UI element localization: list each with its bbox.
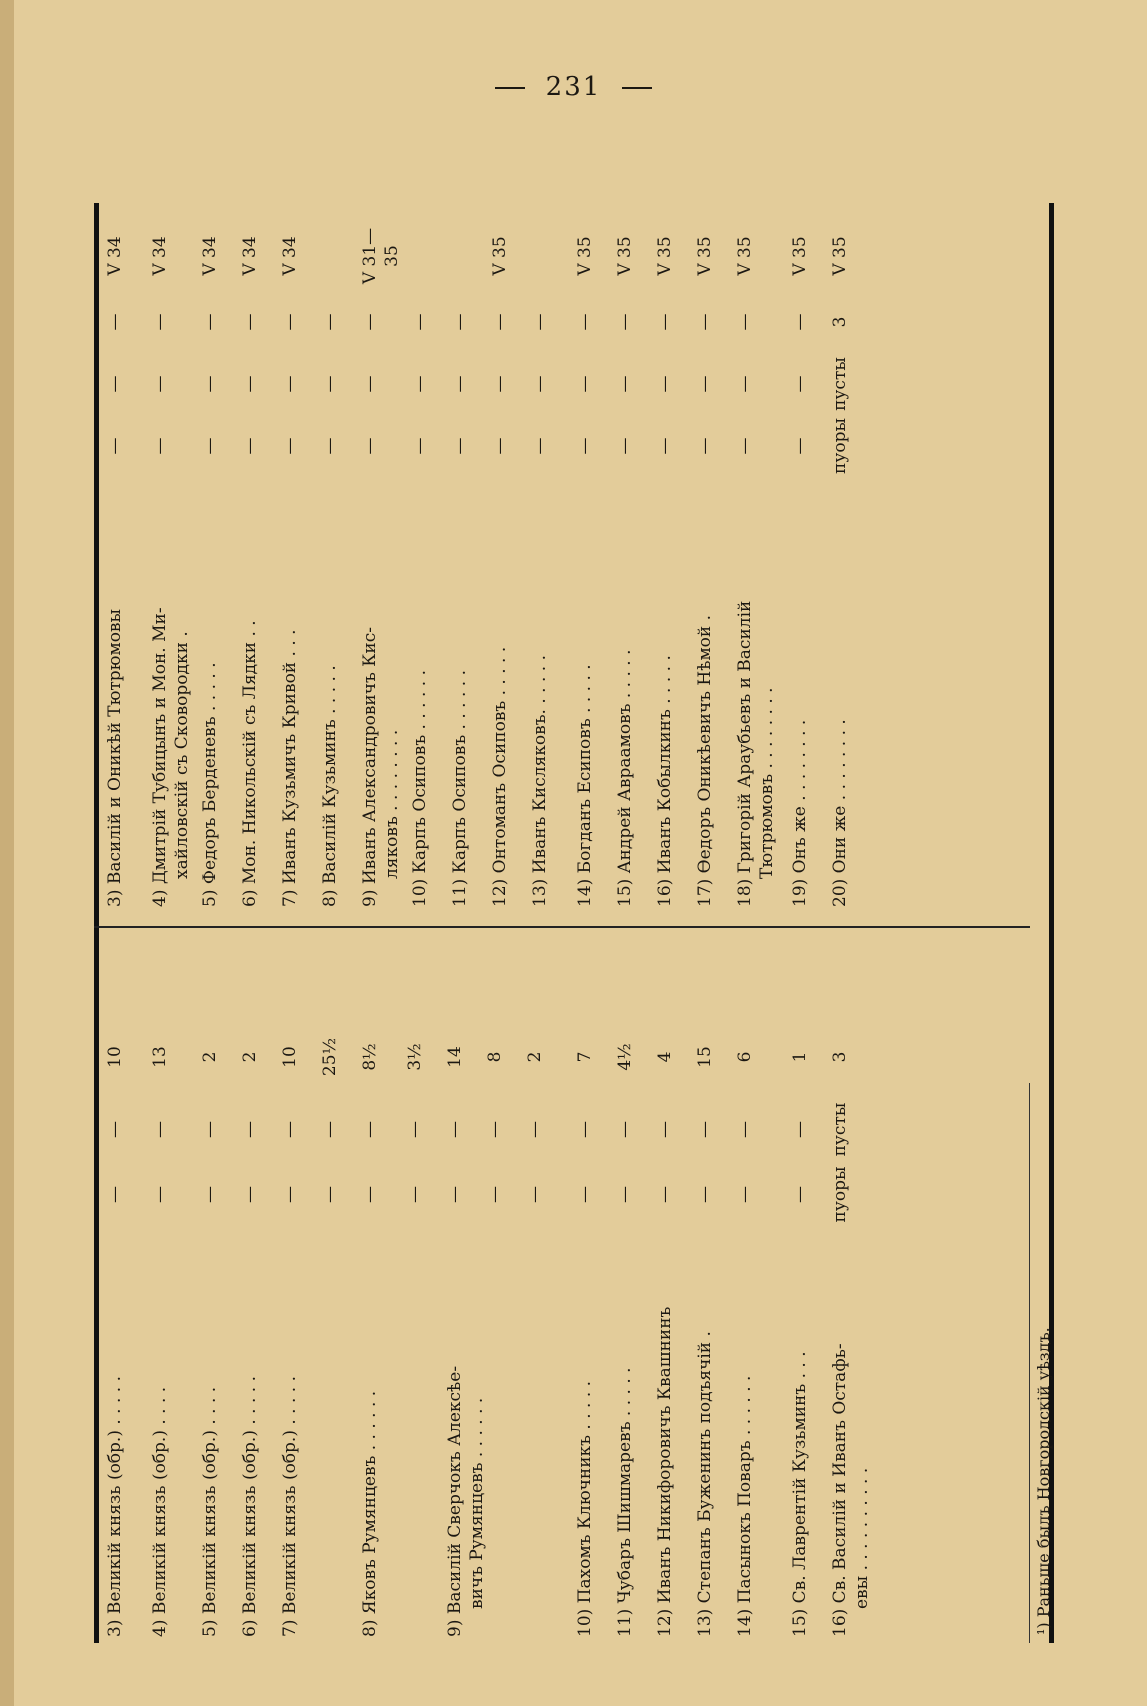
cell-c2: — — [615, 375, 635, 393]
entry-name-text: 12) Онтоманъ Осиповъ . . . . . — [490, 646, 510, 907]
cell-c1: пуоры — [830, 1166, 850, 1223]
table-row — [489, 203, 511, 913]
cell-c2: — — [735, 375, 755, 393]
entry-name-text: 10) Карпъ Осиповъ . . . . . . — [410, 670, 430, 907]
entry-name — [654, 1227, 676, 1643]
cell-c2: — — [320, 375, 340, 393]
entry-name-text: 4) Великій князь (обр.) . . . . — [150, 1386, 170, 1637]
cell-c4: V 35 — [655, 236, 675, 276]
table-row — [279, 203, 301, 913]
cell-c2: — — [655, 375, 675, 393]
entry-name — [829, 1227, 873, 1643]
table-row — [359, 203, 403, 913]
cell-c3: 25½ — [320, 1037, 340, 1077]
cell-c3: — — [200, 313, 220, 331]
cell-c2: — — [530, 375, 550, 393]
table-row — [484, 928, 506, 1643]
cell-c3: — — [240, 313, 260, 331]
entry-name-text: 6) Великій князь (обр.) . . . . . — [240, 1375, 260, 1637]
table-row — [829, 928, 873, 1643]
entry-name — [279, 477, 301, 913]
cell-c2: — — [150, 375, 170, 393]
cell-c1: — — [695, 1186, 715, 1203]
entry-name-text: 6) Мон. Никольскій съ Лядки . . — [240, 620, 260, 907]
cell-c3: 2 — [200, 1051, 220, 1063]
entry-name-text: 17) Ѳедоръ Оникѣевичъ Нѣмой . — [695, 614, 715, 907]
entry-name-continuation: хайловскій съ Сковородки . — [172, 631, 192, 879]
right-half — [104, 203, 1014, 913]
cell-c1: — — [790, 1186, 810, 1203]
table-row — [654, 203, 676, 913]
page-number-value: 231 — [545, 72, 602, 102]
entry-name — [199, 477, 221, 913]
cell-c3: — — [320, 313, 340, 331]
entry-name — [104, 477, 126, 913]
cell-c3: — — [530, 313, 550, 331]
entry-name-continuation: ляковъ . . . . . . . . — [382, 729, 402, 879]
table-row — [149, 928, 171, 1643]
cell-c3: — — [790, 313, 810, 331]
cell-c1: — — [150, 1186, 170, 1203]
entry-name-text: 20) Они же . . . . . . . . — [830, 719, 850, 907]
entry-name — [239, 1227, 261, 1643]
cell-c4: V 34 — [200, 236, 220, 276]
entry-name-text: 15) Св. Лаврентій Кузьминъ . . . — [790, 1351, 810, 1637]
cell-c2: — — [490, 375, 510, 393]
table-row — [694, 203, 716, 913]
cell-c3: — — [150, 313, 170, 331]
cell-c2: — — [615, 1121, 635, 1138]
entry-name — [614, 477, 636, 913]
entry-name-text: 9) Иванъ Александровичъ Кис- — [360, 627, 380, 907]
cell-c1: — — [525, 1186, 545, 1203]
cell-c1: — — [410, 437, 430, 455]
cell-c3: — — [410, 313, 430, 331]
entry-name — [614, 1227, 636, 1643]
cell-c3: 13 — [150, 1046, 170, 1068]
entry-name — [149, 477, 193, 913]
dash-left — [495, 87, 525, 89]
cell-c2: — — [280, 375, 300, 393]
entry-name — [734, 477, 778, 913]
rule-top — [94, 203, 99, 1643]
cell-c2: — — [575, 375, 595, 393]
entry-name — [149, 1227, 171, 1643]
cell-c1: — — [485, 1186, 505, 1203]
rule-footnote — [1029, 1083, 1030, 1643]
cell-c2: — — [695, 375, 715, 393]
entry-name-text: 9) Василій Сверчокъ Алексѣе- — [445, 1365, 465, 1637]
entry-name-text: 13) Степанъ Буженинъ подъячій . — [695, 1331, 715, 1637]
entry-name-text: 11) Карпъ Осиповъ . . . . . . — [450, 670, 470, 907]
table-row — [734, 203, 778, 913]
page-edge — [0, 0, 14, 1706]
cell-c4: V 31—35 — [360, 227, 402, 285]
cell-c2: — — [445, 1121, 465, 1138]
cell-c3: — — [695, 313, 715, 331]
entry-name — [789, 1227, 811, 1643]
cell-c4: V 35 — [735, 236, 755, 276]
cell-c2: пусты — [830, 357, 850, 411]
table-row — [449, 203, 471, 913]
cell-c1: — — [150, 437, 170, 455]
cell-c3: — — [615, 313, 635, 331]
entry-name — [239, 477, 261, 913]
page-number — [0, 72, 1147, 102]
cell-c2: — — [790, 375, 810, 393]
entry-name-continuation: вичъ Румянцевъ . . . . . . — [467, 1397, 487, 1609]
cell-c4: V 35 — [575, 236, 595, 276]
cell-c3: 7 — [575, 1051, 595, 1063]
cell-c1: — — [240, 437, 260, 455]
cell-c1: — — [575, 437, 595, 455]
cell-c1: — — [735, 1186, 755, 1203]
cell-c1: — — [735, 437, 755, 455]
cell-c2: — — [735, 1121, 755, 1138]
cell-c1: — — [405, 1186, 425, 1203]
cell-c2: — — [655, 1121, 675, 1138]
cell-c3: 8½ — [360, 1043, 380, 1071]
cell-c1: — — [655, 1186, 675, 1203]
cell-c3: — — [575, 313, 595, 331]
table-row — [614, 203, 636, 913]
cell-c1: — — [655, 437, 675, 455]
entry-name — [444, 1227, 488, 1643]
table-row — [149, 203, 193, 913]
entry-name-text: 7) Великій князь (обр.) . . . . . — [280, 1375, 300, 1637]
entry-name-text: 8) Василій Кузьминъ . . . . . — [320, 665, 340, 907]
entry-name — [279, 1227, 301, 1643]
table-row — [529, 203, 551, 913]
entry-name — [199, 1227, 221, 1643]
cell-c2: — — [280, 1121, 300, 1138]
cell-c1: — — [790, 437, 810, 455]
entry-name-text: 5) Федоръ Берденевъ . . . . . — [200, 662, 220, 907]
footnote: ¹) Раньше былъ Новгородскій уѣздъ. — [1034, 1327, 1053, 1635]
cell-c1: — — [615, 437, 635, 455]
table-row — [409, 203, 431, 913]
entry-name-text: 13) Иванъ Кисляковъ. . . . . . — [530, 655, 550, 907]
cell-c4: V 35 — [615, 236, 635, 276]
cell-c3: 10 — [105, 1046, 125, 1068]
cell-c2: — — [525, 1121, 545, 1138]
cell-c3: 6 — [735, 1051, 755, 1063]
cell-c2: — — [200, 375, 220, 393]
table-frame — [94, 203, 1054, 1643]
cell-c3: — — [735, 313, 755, 331]
cell-c1: — — [200, 437, 220, 455]
table-row — [789, 203, 811, 913]
table-row — [279, 928, 301, 1643]
entry-name — [574, 477, 596, 913]
cell-c2: — — [485, 1121, 505, 1138]
entry-name — [529, 477, 551, 913]
table-row — [789, 928, 811, 1643]
entry-name-text: 16) Иванъ Кобылкинъ . . . . . — [655, 655, 675, 907]
cell-c1: — — [320, 1186, 340, 1203]
cell-c1: — — [530, 437, 550, 455]
table-row — [239, 928, 261, 1643]
cell-c3: 2 — [525, 1051, 545, 1063]
entry-name-text: 14) Пасынокъ Поваръ . . . . . . — [735, 1375, 755, 1637]
cell-c2: — — [105, 1121, 125, 1138]
cell-c1: — — [360, 1186, 380, 1203]
table-row — [359, 928, 381, 1643]
cell-c2: — — [360, 1121, 380, 1138]
table-row — [734, 928, 756, 1643]
cell-c4: V 35 — [490, 236, 510, 276]
cell-c1: — — [200, 1186, 220, 1203]
cell-c2: — — [405, 1121, 425, 1138]
cell-c1: — — [490, 437, 510, 455]
cell-c1: — — [615, 1186, 635, 1203]
cell-c2: — — [200, 1121, 220, 1138]
cell-c4: V 34 — [280, 236, 300, 276]
cell-c1: — — [695, 437, 715, 455]
cell-c2: — — [360, 375, 380, 393]
cell-c1: — — [450, 437, 470, 455]
cell-c4: V 34 — [240, 236, 260, 276]
entry-name-text: 7) Иванъ Кузьмичъ Кривой . . . — [280, 629, 300, 907]
cell-c3: — — [490, 313, 510, 331]
entry-name — [359, 477, 403, 913]
rotated-table — [94, 203, 1054, 1643]
cell-c3: 8 — [485, 1051, 505, 1063]
entry-name-text: 3) Василій и Оникѣй Тютрюмовы — [105, 608, 125, 907]
entry-name-text: 5) Великій князь (обр.) . . . . — [200, 1386, 220, 1637]
cell-c1: — — [320, 437, 340, 455]
entry-name-continuation: евы . . . . . . . . . . — [852, 1467, 872, 1609]
cell-c3: 10 — [280, 1046, 300, 1068]
cell-c4: V 35 — [830, 236, 850, 276]
entry-name-text: 12) Иванъ Никифоровичъ Квашнинъ — [655, 1306, 675, 1637]
cell-c2: — — [410, 375, 430, 393]
cell-c3: 4 — [655, 1051, 675, 1063]
table-row — [694, 928, 716, 1643]
entry-name — [734, 1227, 756, 1643]
entry-name — [319, 477, 341, 913]
entry-name-text: 18) Григорій Араубьевъ и Василій — [735, 600, 755, 907]
cell-c3: 15 — [695, 1046, 715, 1068]
cell-c3: — — [360, 313, 380, 331]
entry-name-text: 11) Чубаръ Шишмаревъ . . . . . — [615, 1367, 635, 1637]
cell-c1: — — [445, 1186, 465, 1203]
dash-right — [622, 87, 652, 89]
cell-c4: V 34 — [150, 236, 170, 276]
cell-c2: — — [240, 1121, 260, 1138]
cell-c2: — — [575, 1121, 595, 1138]
cell-c2: — — [450, 375, 470, 393]
cell-c1: — — [240, 1186, 260, 1203]
entry-name-text: 14) Богданъ Есиповъ . . . . . — [575, 664, 595, 907]
cell-c3: 3 — [830, 1051, 850, 1063]
table-row — [614, 928, 636, 1643]
cell-c3: — — [105, 313, 125, 331]
entry-name-text: 8) Яковъ Румянцевъ . . . . . . — [360, 1390, 380, 1637]
table-row — [444, 928, 488, 1643]
cell-c4: V 35 — [790, 236, 810, 276]
cell-c2: — — [320, 1121, 340, 1138]
entry-name — [694, 477, 716, 913]
cell-c3: 1 — [790, 1051, 810, 1063]
table-row — [574, 928, 596, 1643]
table-row — [654, 928, 676, 1643]
table-row — [524, 928, 546, 1643]
entry-name — [654, 477, 676, 913]
left-half — [104, 928, 1014, 1643]
entry-name — [409, 477, 431, 913]
table-row — [319, 928, 341, 1643]
cell-c3: — — [450, 313, 470, 331]
cell-c2: — — [240, 375, 260, 393]
cell-c2: пусты — [830, 1102, 850, 1157]
cell-c2: — — [105, 375, 125, 393]
entry-name-text: 3) Великій князь (обр.) . . . . . — [105, 1375, 125, 1637]
entry-name-text: 19) Онъ же . . . . . . . . — [790, 719, 810, 907]
cell-c3: 14 — [445, 1046, 465, 1068]
cell-c2: — — [695, 1121, 715, 1138]
cell-c1: — — [105, 1186, 125, 1203]
cell-c4: V 35 — [695, 236, 715, 276]
cell-c1: — — [360, 437, 380, 455]
cell-c4: V 34 — [105, 236, 125, 276]
entry-name-text: 10) Пахомъ Ключникъ . . . . . — [575, 1380, 595, 1637]
cell-c3: 2 — [240, 1051, 260, 1063]
table-row — [199, 928, 221, 1643]
entry-name — [694, 1227, 716, 1643]
entry-name — [449, 477, 471, 913]
table-row — [574, 203, 596, 913]
entry-name-text: 16) Св. Василій и Иванъ Остафь- — [830, 1343, 850, 1637]
cell-c3: 3 — [830, 316, 850, 328]
cell-c1: — — [105, 437, 125, 455]
table-row — [104, 928, 126, 1643]
cell-c1: — — [280, 437, 300, 455]
table-row — [239, 203, 261, 913]
cell-c1: — — [575, 1186, 595, 1203]
table-row — [199, 203, 221, 913]
table-row — [319, 203, 341, 913]
cell-c3: — — [280, 313, 300, 331]
entry-name-continuation: Тютрюмовъ . . . . . . . . — [757, 687, 777, 879]
entry-name — [104, 1227, 126, 1643]
entry-name-text: 15) Андрей Авраамовъ . . . . . — [615, 649, 635, 907]
cell-c3: — — [655, 313, 675, 331]
entry-name — [829, 477, 851, 913]
cell-c2: — — [150, 1121, 170, 1138]
cell-c2: — — [790, 1121, 810, 1138]
table-row — [104, 203, 126, 913]
entry-name — [489, 477, 511, 913]
entry-name-text: 4) Дмитрій Тубицынъ и Мон. Ми- — [150, 607, 170, 907]
entry-name — [789, 477, 811, 913]
table-row — [404, 928, 426, 1643]
cell-c1: пуоры — [830, 418, 850, 474]
cell-c3: 3½ — [405, 1043, 425, 1071]
table-row — [829, 203, 851, 913]
cell-c1: — — [280, 1186, 300, 1203]
entry-name — [574, 1227, 596, 1643]
entry-name — [359, 1227, 381, 1643]
cell-c3: 4½ — [615, 1043, 635, 1071]
